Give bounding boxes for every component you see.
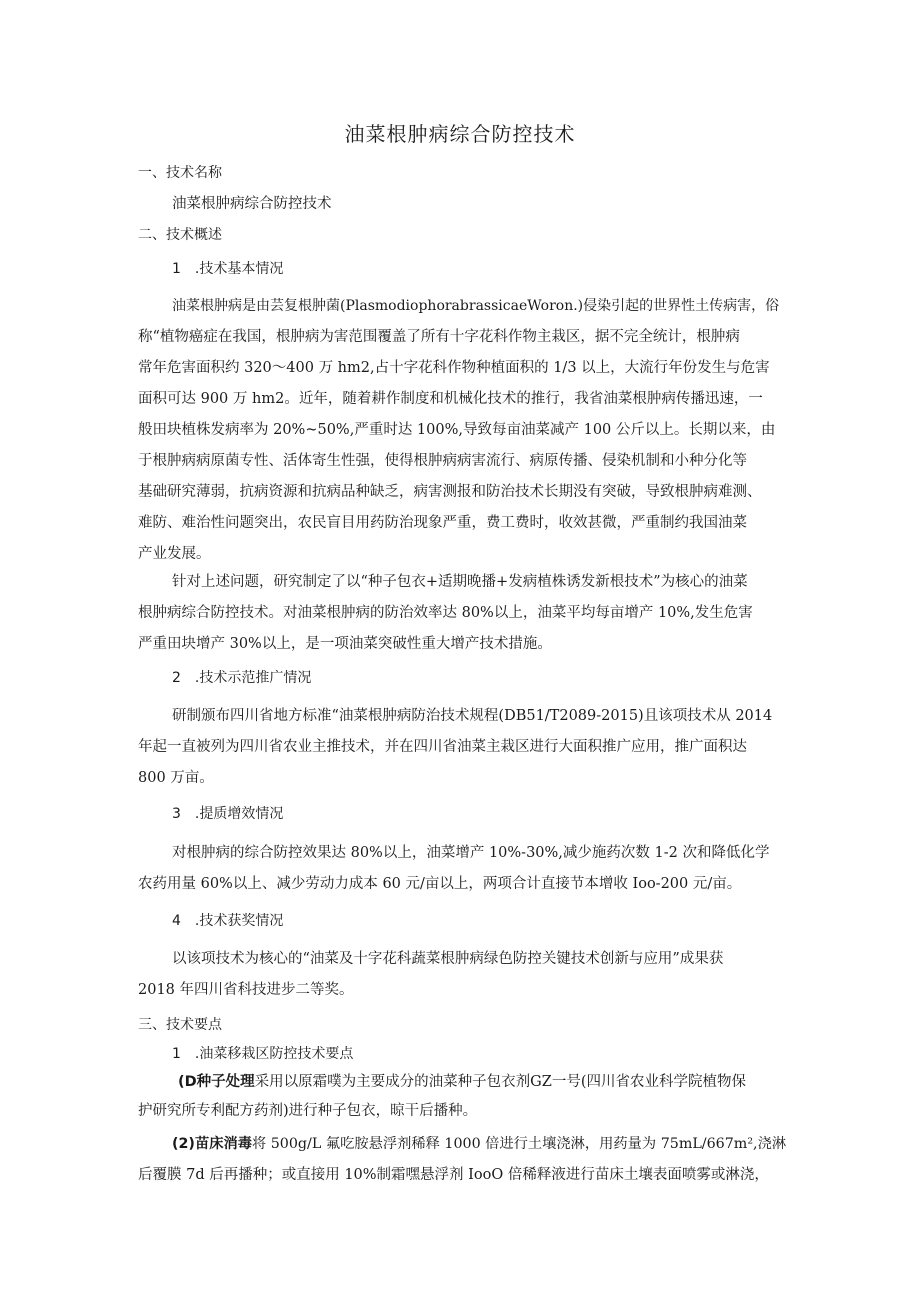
subheading-efficiency: 3 .提质增效情况: [172, 806, 284, 822]
paragraph-promotion: [138, 706, 786, 796]
subheading-basic-situation: 1 .技术基本情况: [172, 261, 284, 277]
subheading-awards: 4 .技术获奖情况: [172, 913, 284, 929]
paragraph-awards: [138, 949, 786, 1009]
paragraph-basic-situation: [138, 296, 786, 566]
paragraph-line: 2018 年四川省科技进步二等奖。: [138, 982, 354, 998]
item-text: 将 500g/L 氟吃胺悬浮剂稀释 1000 倍进行土壤浇淋，用药量为 75mL/667m²,浇淋: [251, 1136, 787, 1152]
item-seed-treatment: [138, 1072, 786, 1132]
paragraph-line: 严重田块增产 30%以上，是一项油菜突破性重大增产技术措施。: [138, 636, 552, 652]
item-label-seedbed-disinfection: (2)苗床消毒: [172, 1136, 252, 1152]
paragraph-line: 难防、难治性问题突出，农民盲目用药防治现象严重，费工费时，收效甚微，严重制约我国油菜: [138, 515, 747, 531]
item-text: 采用以原霜噗为主要成分的油菜种子包衣剂GZ一号(四川省农业科学院植物保: [254, 1074, 746, 1090]
section-heading-key-points: 三、技术要点: [138, 1017, 222, 1033]
technology-name-text: 油菜根肿病综合防控技术: [172, 196, 332, 212]
paragraph-line: 常年危害面积约 320～400 万 hm2,占十字花科作物种植面积的 1/3 以上，大流行年份发生与危害: [138, 360, 770, 376]
paragraph-efficiency: [138, 843, 786, 903]
paragraph-line: 年起一直被列为四川省农业主推技术，并在四川省油菜主栽区进行大面积推广应用，推广面积达: [138, 739, 747, 755]
item-line: [172, 1134, 786, 1154]
paragraph-line: 根肿病综合防控技术。对油菜根肿病的防治效率达 80%以上，油菜平均每亩增产 10%,发生危害: [138, 605, 753, 621]
paragraph-line: 面积可达 900 万 hm2。近年，随着耕作制度和机械化技术的推行，我省油菜根肿病传播迅速，一: [138, 391, 763, 407]
paragraph-line: 产业发展。: [138, 546, 211, 562]
section-heading-overview: 二、技术概述: [138, 227, 222, 243]
item-line: [178, 1072, 746, 1092]
paragraph-line: 称“植物癌症在我国，根肿病为害范围覆盖了所有十字花科作物主栽区，据不完全统计，根肿病: [138, 329, 740, 345]
paragraph-line: 油菜根肿病是由芸复根肿菌(PlasmodiophorabrassicaeWoron.)侵染引起的世界性土传病害，俗: [172, 298, 780, 314]
paragraph-line: 农药用量 60%以上、减少劳动力成本 60 元/亩以上，两项合计直接节本增收 Ioo-200 元/亩。: [138, 876, 742, 892]
item-line: 护研究所专利配方药剂)进行种子包衣，晾干后播种。: [138, 1103, 478, 1119]
paragraph-line: 针对上述问题，研究制定了以“种子包衣+适期晚播+发病植株诱发新根技术”为核心的油菜: [172, 574, 748, 590]
paragraph-line: 基础研究薄弱，抗病资源和抗病品种缺乏，病害测报和防治技术长期没有突破，导致根肿病难测、: [138, 484, 762, 500]
paragraph-line: 研制颁布四川省地方标准“油菜根肿病防治技术规程(DB51/T2089-2015)且该项技术从 2014: [172, 708, 773, 724]
paragraph-line: 对根肿病的综合防控效果达 80%以上，油菜增产 10%-30%,减少施药次数 1-2 次和降低化学: [172, 845, 770, 861]
item-line: 后覆膜 7d 后再播种；或直接用 10%制霜嘿悬浮剂 IooO 倍稀释液进行苗床土壤表面喷雾或淋浇，: [138, 1167, 769, 1183]
section-heading-technology-name: 一、技术名称: [138, 165, 222, 181]
subheading-transplant-area: 1 .油菜移栽区防控技术要点: [172, 1046, 354, 1062]
item-seedbed-disinfection: [138, 1134, 786, 1194]
document-title: 油菜根肿病综合防控技术: [344, 122, 576, 146]
item-label-seed-treatment: (D种子处理: [178, 1074, 255, 1090]
paragraph-line: 800 万亩。: [138, 770, 214, 786]
paragraph-line: 于根肿病病原菌专性、活体寄生性强，使得根肿病病害流行、病原传播、侵染机制和小种分化等: [138, 453, 747, 469]
paragraph-solution: [138, 572, 786, 662]
paragraph-line: 以该项技术为核心的“油菜及十字花科蔬菜根肿病绿色防控关键技术创新与应用”成果获: [172, 951, 724, 967]
paragraph-line: 般田块植株发病率为 20%~50%,严重时达 100%,导致每亩油菜减产 100 公斤以上。长期以来，由: [138, 422, 776, 438]
subheading-promotion: 2 .技术示范推广情况: [172, 670, 312, 686]
